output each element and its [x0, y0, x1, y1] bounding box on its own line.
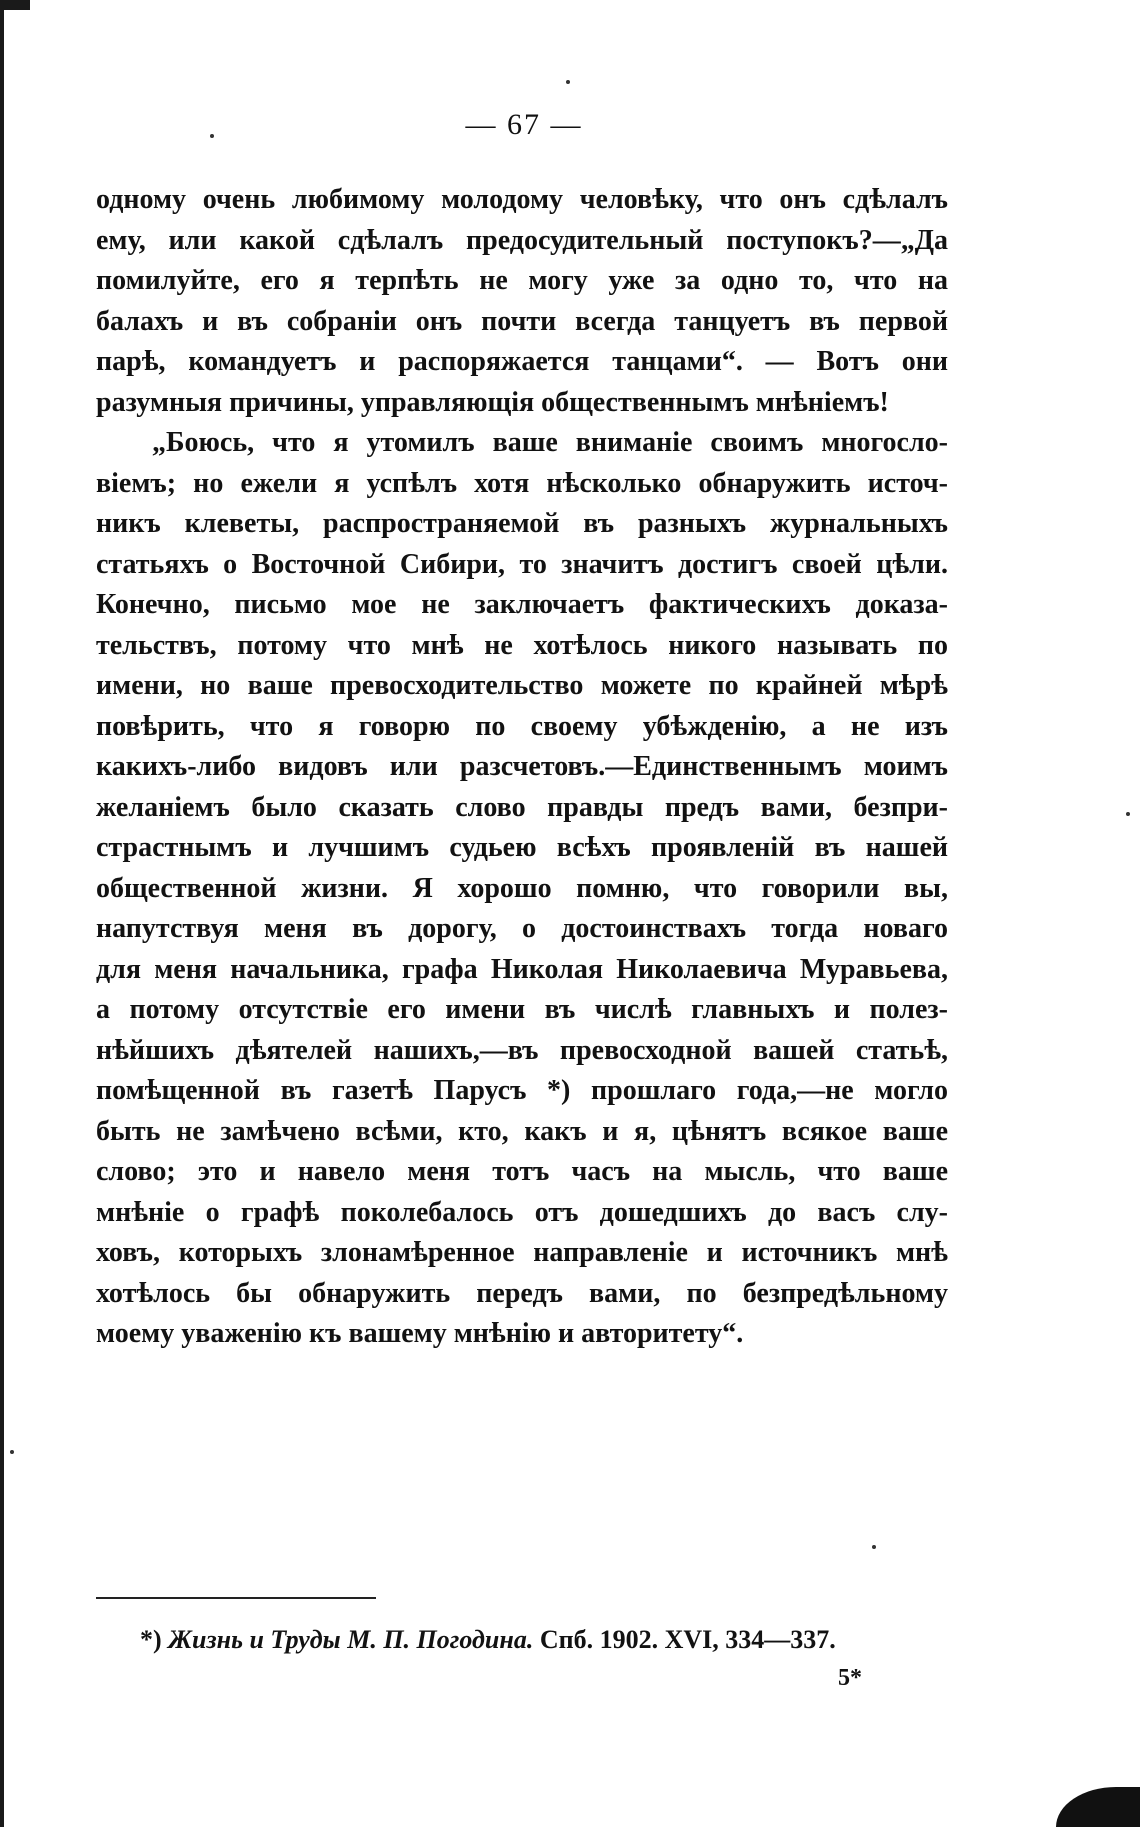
- text-line: ему, или какой сдѣлалъ предосудительный поступокъ?—„Да: [96, 224, 948, 256]
- text-line: хотѣлось бы обнаружить передъ вами, по безпредѣльному: [96, 1277, 948, 1309]
- text-line: какихъ-либо видовъ или разсчетовъ.—Единственнымъ моимъ: [96, 751, 948, 782]
- text-line: нѣйшихъ дѣятелей нашихъ,—въ превосходной вашей статьѣ,: [96, 1034, 948, 1066]
- body-text: [96, 180, 948, 1355]
- text-line: напутствуя меня въ дорогу, о достоинствахъ тогда новаго: [96, 913, 948, 944]
- scan-edge: [0, 0, 4, 1827]
- scan-speck: [566, 80, 570, 84]
- text-line: для меня начальника, графа Николая Николаевича Муравьева,: [96, 953, 948, 985]
- text-line: тельствъ, потому что мнѣ не хотѣлось никого называть по: [96, 629, 948, 661]
- text-line: статьяхъ о Восточной Сибири, то значитъ достигъ своей цѣли.: [96, 548, 948, 580]
- text-line: помилуйте, его я терпѣть не могу уже за одно то, что на: [96, 265, 948, 296]
- signature-mark: 5*: [838, 1665, 862, 1691]
- scan-speck: [10, 1450, 14, 1454]
- footnote-separator: [96, 1597, 376, 1599]
- text-line: быть не замѣчено всѣми, кто, какъ и я, цѣнятъ всякое ваше: [96, 1115, 948, 1147]
- text-line: одному очень любимому молодому человѣку, что онъ сдѣлалъ: [96, 184, 948, 215]
- text-line: повѣрить, что я говорю по своему убѣжденію, а не изъ: [96, 710, 948, 742]
- ink-blot: [1056, 1787, 1140, 1827]
- text-line: віемъ; но ежели я успѣлъ хотя нѣсколько обнаружить источ-: [96, 467, 948, 499]
- text-line: мнѣніе о графѣ поколебалось отъ дошедшихъ до васъ слу-: [96, 1196, 948, 1228]
- text-line: моему уваженію къ вашему мнѣнію и авторитету“.: [96, 1318, 744, 1349]
- text-line: страстнымъ и лучшимъ судьею всѣхъ проявленій въ нашей: [96, 832, 948, 863]
- footnote-marker: *): [140, 1625, 162, 1654]
- text-line: а потому отсутствіе его имени въ числѣ главныхъ и полез-: [96, 994, 948, 1025]
- text-line: слово; это и навело меня тотъ часъ на мысль, что ваше: [96, 1156, 948, 1187]
- text-line: парѣ, командуетъ и распоряжается танцами“. — Вотъ они: [96, 346, 948, 377]
- text-line: помѣщенной въ газетѣ Парусъ *) прошлаго года,—не могло: [96, 1075, 948, 1106]
- footnote-title: Жизнь и Труды М. П. Погодина.: [168, 1625, 534, 1654]
- scan-speck: [1126, 812, 1130, 816]
- text-line: имени, но ваше превосходительство можете по крайней мѣрѣ: [96, 670, 948, 701]
- text-line: никъ клеветы, распространяемой въ разныхъ журнальныхъ: [96, 508, 948, 539]
- text-line: балахъ и въ собраніи онъ почти всегда танцуетъ въ первой: [96, 305, 948, 337]
- scan-corner-mark: [4, 0, 30, 10]
- footnote-reference: Спб. 1902. XVI, 334—337.: [539, 1625, 836, 1654]
- text-line: разумныя причины, управляющія общественнымъ мнѣніемъ!: [96, 386, 889, 418]
- text-line: Конечно, письмо мое не заключаетъ фактическихъ доказа-: [96, 589, 948, 620]
- scan-speck: [210, 134, 214, 138]
- text-line: ховъ, которыхъ злонамѣренное направленіе и источникъ мнѣ: [96, 1237, 948, 1268]
- scan-speck: [872, 1545, 876, 1549]
- footnote: [140, 1620, 940, 1660]
- text-line: общественной жизни. Я хорошо помню, что говорили вы,: [96, 872, 948, 904]
- text-line: „Боюсь, что я утомилъ ваше вниманіе своимъ многосло-: [152, 427, 948, 458]
- page-number: — 67 —: [465, 108, 583, 141]
- text-line: желаніемъ было сказать слово правды предъ вами, безпри-: [96, 791, 948, 823]
